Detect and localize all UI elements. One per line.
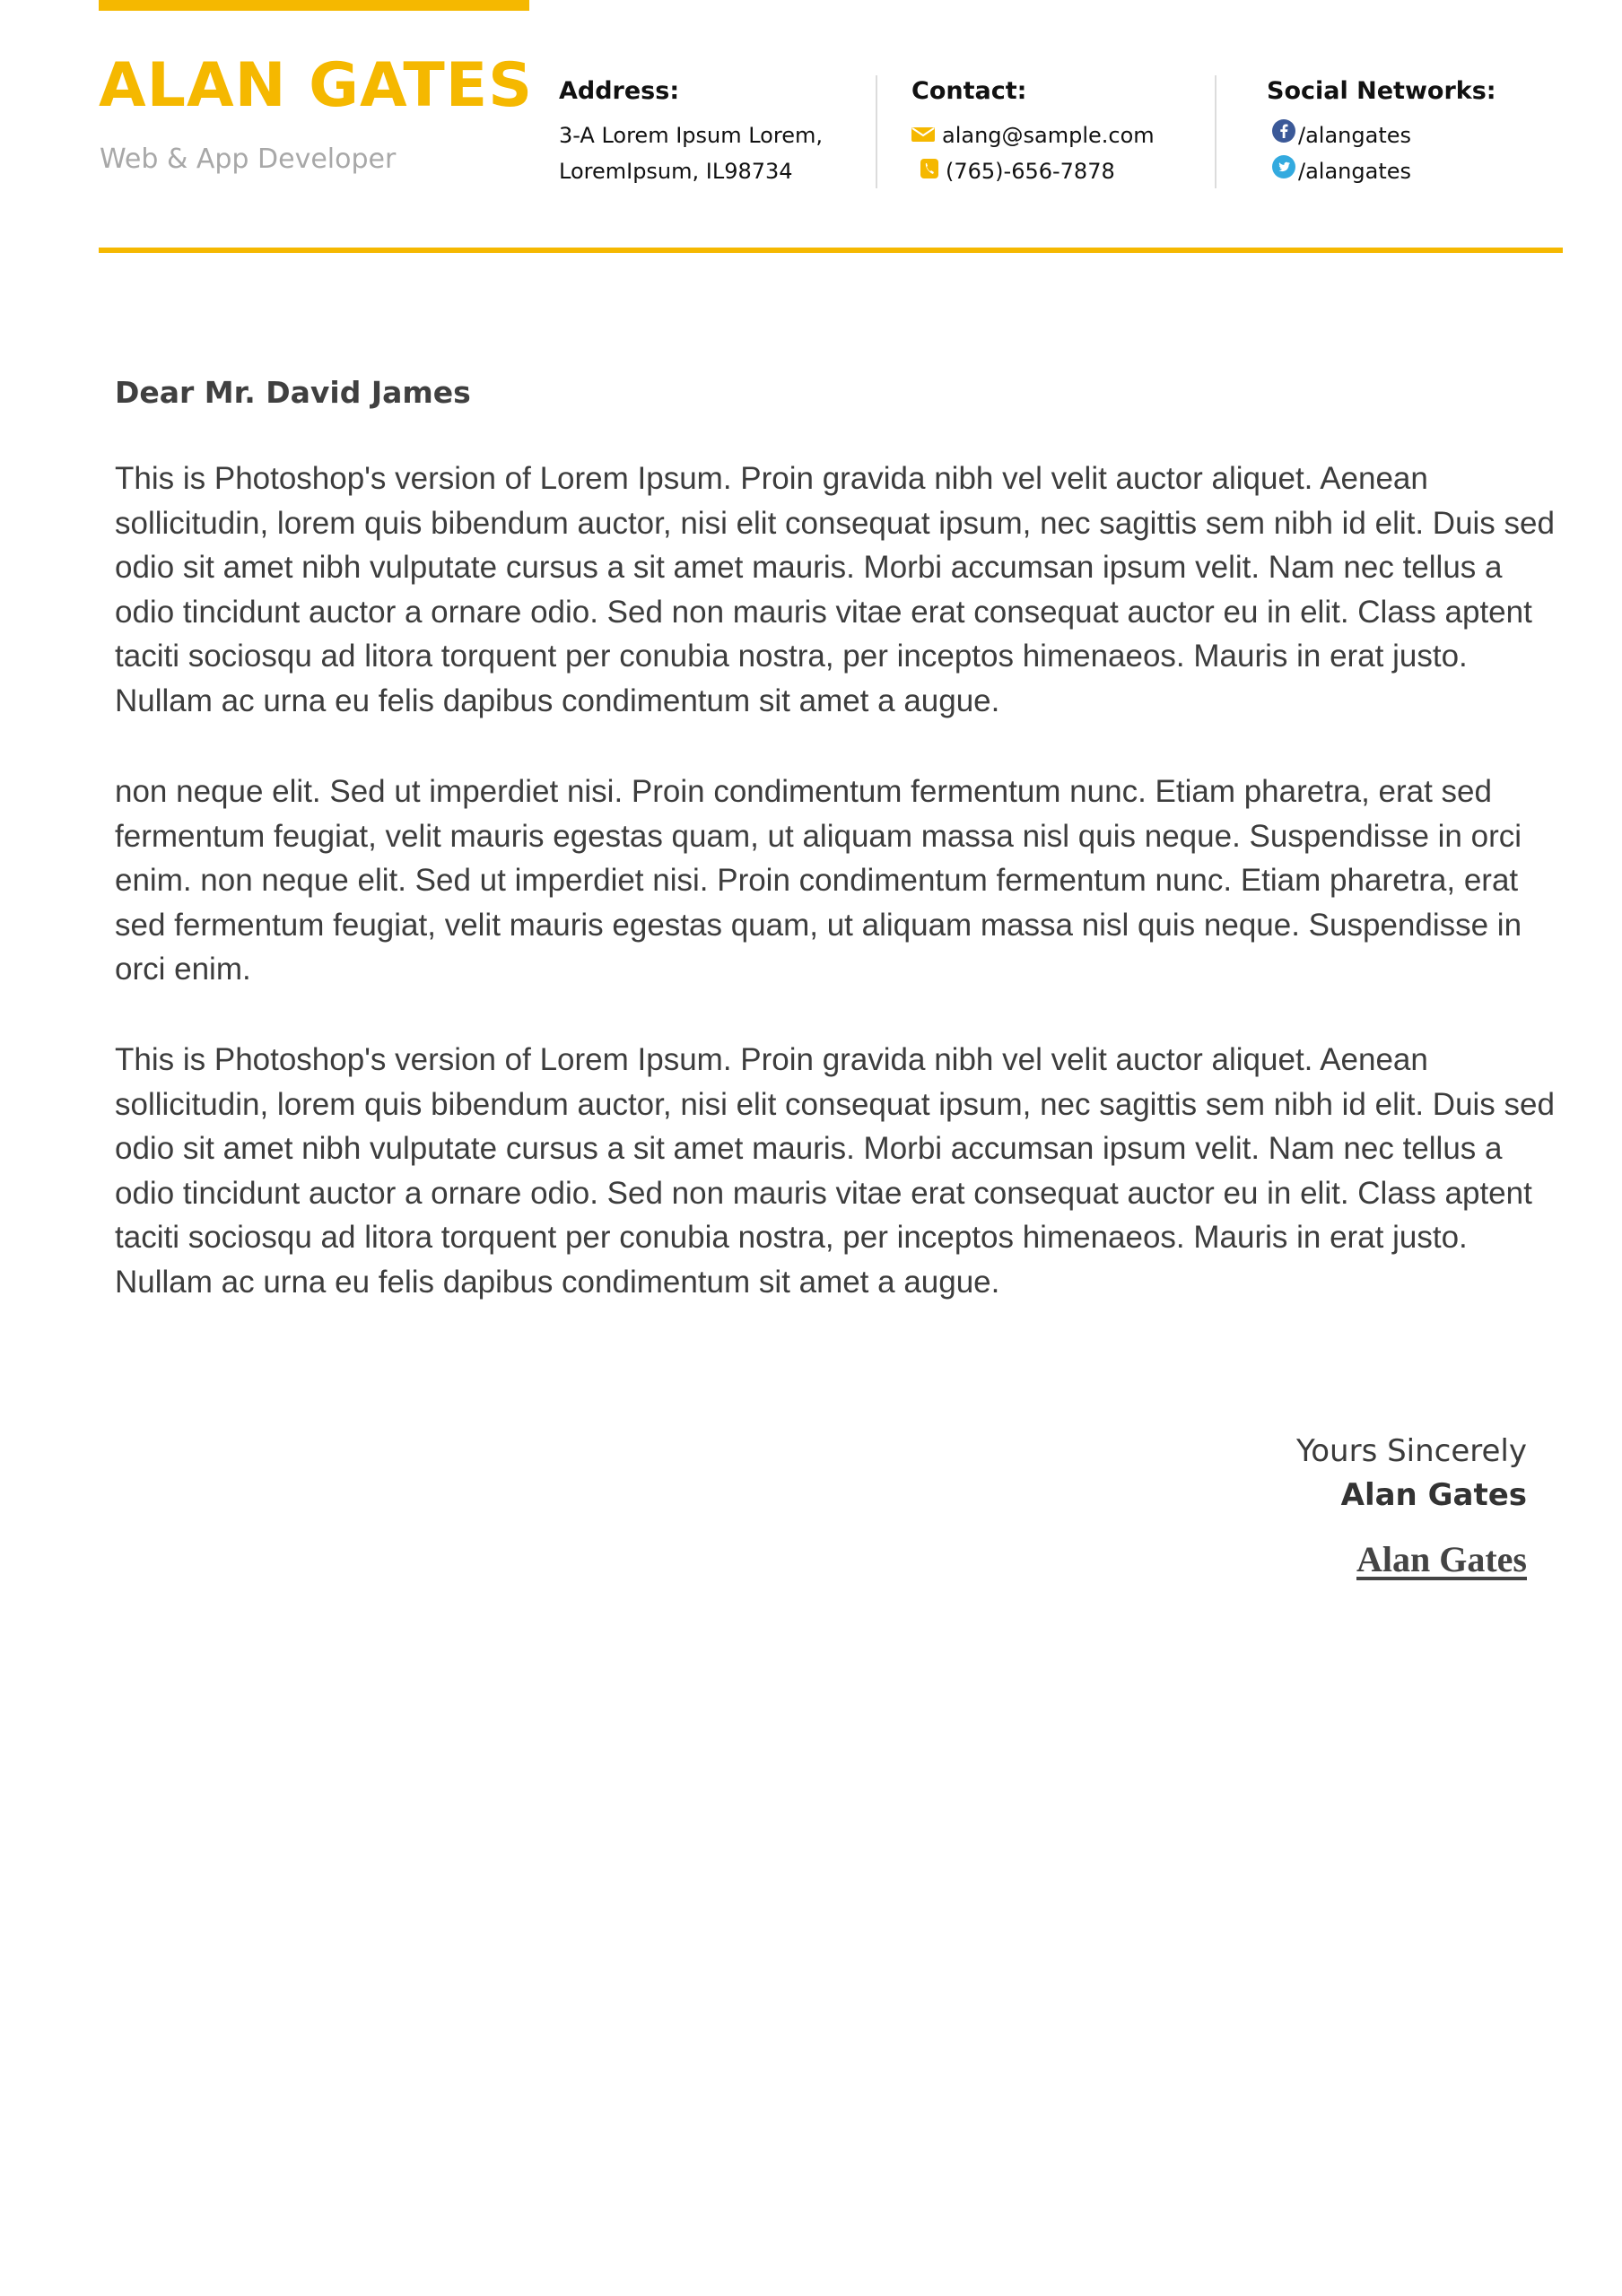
salutation: Dear Mr. David James bbox=[115, 375, 471, 410]
body-paragraph: This is Photoshop's version of Lorem Ipsum. Proin gravida nibh vel velit auctor aliquet. Aenean sollicitudin, lorem quis bibendum auctor, nisi elit consequat ipsum, nec sagittis sem nibh id elit. Duis sed odio sit amet nibh vulputate cursus a sit amet mauris. Morbi accumsan ipsum velit. Nam nec tellus a odio tincidunt auctor a ornare odio. Sed non mauris vitae erat consequat auctor eu in elit. Class aptent taciti sociosqu ad litora torquent per conubia nostra, per inceptos himenaeos. Mauris in erat justo. Nullam ac urna eu felis dapibus condimentum sit amet a augue. bbox=[115, 1042, 1555, 1300]
address-heading: Address: bbox=[559, 77, 680, 105]
social-block bbox=[1267, 77, 1496, 189]
email-row[interactable] bbox=[911, 117, 1155, 153]
facebook-icon bbox=[1272, 117, 1295, 153]
contact-block bbox=[911, 77, 1155, 189]
signature: Alan Gates bbox=[1356, 1539, 1527, 1579]
contact-heading: Contact: bbox=[911, 77, 1027, 105]
header-divider bbox=[876, 75, 877, 188]
social-heading: Social Networks: bbox=[1267, 77, 1496, 105]
twitter-icon bbox=[1272, 153, 1295, 189]
body-paragraph: non neque elit. Sed ut imperdiet nisi. Proin condimentum fermentum nunc. Etiam pharetra, erat sed fermentum feugiat, velit mauris egestas quam, ut aliquam massa nisl quis neque. Suspendisse in orci enim. non neque elit. Sed ut imperdiet nisi. Proin condimentum fermentum nunc. Etiam pharetra, erat sed fermentum feugiat, velit mauris egestas quam, ut aliquam massa nisl quis neque. Suspendisse in orci enim. bbox=[115, 774, 1522, 987]
email-text[interactable]: alang@sample.com bbox=[942, 123, 1155, 148]
phone-icon bbox=[920, 153, 938, 189]
closing-block bbox=[1296, 1431, 1527, 1580]
phone-row[interactable] bbox=[911, 153, 1155, 189]
address-line-1: 3-A Lorem Ipsum Lorem, bbox=[559, 123, 823, 148]
top-accent-bar bbox=[99, 0, 529, 11]
envelope-icon bbox=[911, 117, 935, 153]
closing-phrase: Yours Sincerely bbox=[1295, 1433, 1527, 1469]
address-line-2: LoremIpsum, IL98734 bbox=[559, 159, 793, 184]
address-block bbox=[559, 77, 823, 189]
header-rule bbox=[99, 248, 1563, 253]
twitter-row[interactable] bbox=[1267, 153, 1496, 189]
header-divider bbox=[1215, 75, 1216, 188]
body-paragraph: This is Photoshop's version of Lorem Ipsum. Proin gravida nibh vel velit auctor aliquet. Aenean sollicitudin, lorem quis bibendum auctor, nisi elit consequat ipsum, nec sagittis sem nibh id elit. Duis sed odio sit amet nibh vulputate cursus a sit amet mauris. Morbi accumsan ipsum velit. Nam nec tellus a odio tincidunt auctor a ornare odio. Sed non mauris vitae erat consequat auctor eu in elit. Class aptent taciti sociosqu ad litora torquent per conubia nostra, per inceptos himenaeos. Mauris in erat justo. Nullam ac urna eu felis dapibus condimentum sit amet a augue. bbox=[115, 461, 1555, 718]
phone-text[interactable]: (765)-656-7878 bbox=[946, 159, 1115, 184]
twitter-handle[interactable]: /alangates bbox=[1298, 159, 1411, 184]
applicant-name: ALAN GATES bbox=[99, 50, 534, 121]
facebook-handle[interactable]: /alangates bbox=[1298, 123, 1411, 148]
applicant-role: Web & App Developer bbox=[100, 144, 397, 175]
facebook-row[interactable] bbox=[1267, 117, 1496, 153]
signer-name: Alan Gates bbox=[1340, 1477, 1527, 1513]
